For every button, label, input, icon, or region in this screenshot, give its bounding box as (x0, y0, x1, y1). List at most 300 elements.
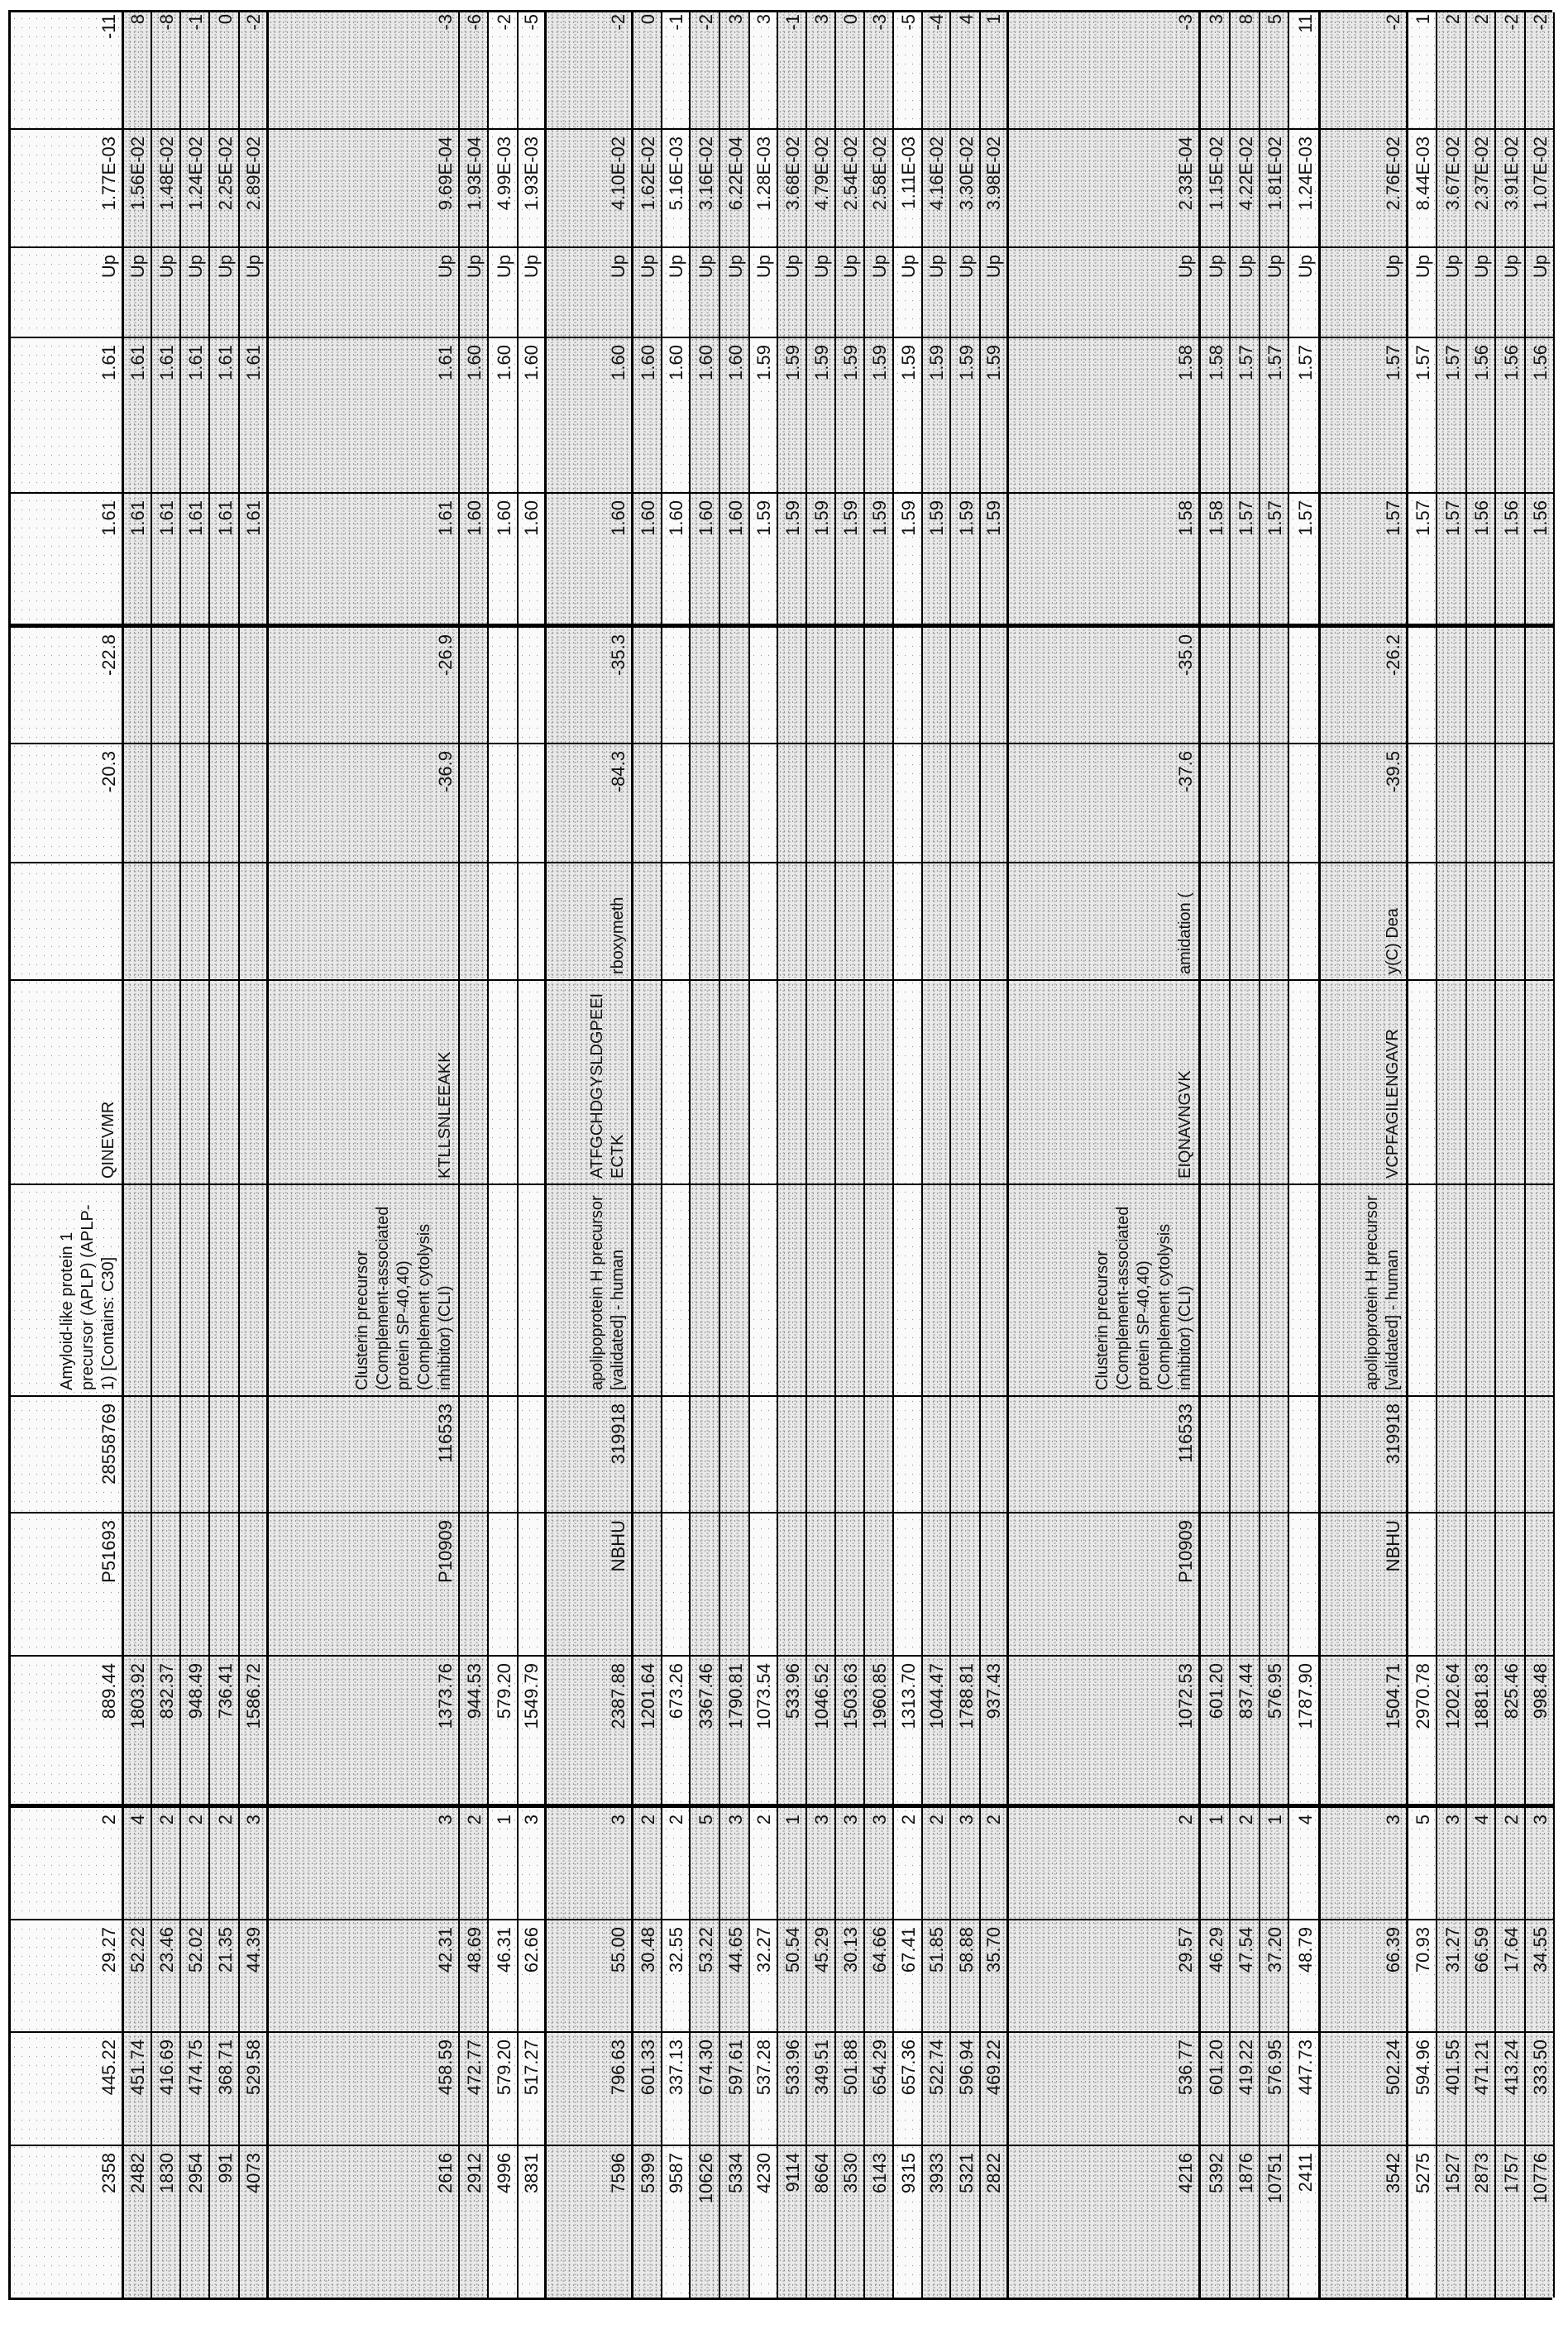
cell-text-sign: -3 (436, 14, 456, 31)
cell-mass (124, 1655, 151, 1806)
cell-text-s1: -84.3 (609, 751, 629, 792)
cell-sign (778, 7, 806, 128)
cell-text-r1: 1.61 (99, 500, 119, 536)
cell-text-id: 9114 (783, 2153, 803, 2192)
cell-text-dir: Up (216, 255, 236, 278)
cell-text-dir: Up (465, 255, 485, 278)
cell-text-charge: 4 (1296, 1815, 1316, 1824)
cell-charge (865, 1806, 892, 1919)
cell-r1 (1009, 492, 1198, 626)
cell-id (489, 2145, 517, 2298)
cell-s1 (210, 743, 238, 862)
cell-s1 (894, 743, 921, 862)
cell-s1 (1496, 743, 1524, 862)
cell-text-v2: 55.00 (609, 1927, 629, 1973)
cell-text-v1: 576.95 (1265, 2040, 1285, 2095)
cell-text-r2: 1.56 (1531, 345, 1551, 380)
cell-s2 (981, 626, 1006, 743)
cell-s1 (11, 743, 122, 862)
cell-acc (210, 1512, 238, 1655)
cell-text-dir: Up (1502, 255, 1522, 278)
cell-text-r2: 1.56 (1502, 345, 1522, 380)
cell-text-pval: 2.89E-02 (244, 136, 264, 210)
cell-v2 (152, 1919, 179, 2031)
cell-text-dir: Up (244, 255, 264, 278)
cell-text-dir: Up (1413, 255, 1433, 278)
cell-text-r2: 1.61 (216, 345, 236, 380)
cell-text-s1: -37.6 (1176, 751, 1196, 792)
cell-sign (1496, 7, 1524, 128)
cell-v2 (547, 1919, 631, 2031)
table-row (240, 12, 269, 2298)
cell-text-mod: y(C) Dea (1383, 908, 1403, 974)
cell-text-id: 9587 (667, 2153, 686, 2193)
cell-gi (1437, 1395, 1465, 1512)
cell-v1 (1231, 2031, 1259, 2145)
cell-v2 (1467, 1919, 1494, 2031)
cell-peptide (124, 979, 151, 1184)
cell-mod (1231, 862, 1259, 979)
cell-dir (124, 246, 151, 337)
cell-pval (11, 128, 122, 246)
cell-text-v2: 34.55 (1531, 1927, 1551, 1973)
cell-dir (894, 246, 921, 337)
cell-text-id: 1527 (1443, 2153, 1463, 2193)
cell-text-sign: -6 (465, 14, 485, 31)
cell-text-mass: 1072.53 (1176, 1663, 1196, 1729)
cell-text-v1: 337.13 (667, 2040, 686, 2095)
cell-sign (1467, 7, 1494, 128)
table-row (951, 12, 981, 2298)
cell-s2 (269, 626, 458, 743)
cell-text-dir: Up (128, 255, 148, 278)
cell-text-pval: 2.33E-04 (1176, 136, 1196, 210)
cell-pval (750, 128, 777, 246)
cell-gi (1201, 1395, 1229, 1512)
cell-desc (11, 1184, 122, 1395)
cell-dir (1231, 246, 1259, 337)
cell-mass (691, 1655, 719, 1806)
cell-text-charge: 2 (638, 1815, 658, 1824)
cell-charge (11, 1806, 122, 1919)
cell-desc (1321, 1184, 1406, 1395)
cell-dir (951, 246, 979, 337)
cell-peptide (240, 979, 266, 1184)
cell-text-charge: 2 (465, 1815, 485, 1824)
cell-v1 (1467, 2031, 1494, 2145)
cell-charge (1260, 1806, 1288, 1919)
cell-text-r2: 1.59 (841, 345, 861, 380)
cell-text-v1: 413.24 (1502, 2040, 1522, 2095)
cell-text-gi: 319918 (609, 1404, 629, 1464)
cell-text-dir: Up (667, 255, 686, 278)
cell-text-gi: 28558769 (99, 1404, 119, 1485)
cell-text-dir: Up (609, 255, 629, 278)
cell-desc (489, 1184, 517, 1395)
cell-s1 (1231, 743, 1259, 862)
cell-text-v2: 66.59 (1472, 1927, 1492, 1973)
cell-text-peptide: EIQNAVNGVK (1175, 1070, 1196, 1179)
cell-pval (240, 128, 266, 246)
cell-v2 (981, 1919, 1006, 2031)
cell-v2 (1437, 1919, 1465, 2031)
cell-charge (778, 1806, 806, 1919)
cell-id (1437, 2145, 1465, 2298)
cell-r1 (836, 492, 863, 626)
cell-text-sign: 0 (216, 14, 236, 24)
cell-text-mass: 1201.64 (638, 1663, 658, 1729)
cell-text-charge: 2 (186, 1815, 206, 1824)
cell-gi (1496, 1395, 1524, 1512)
cell-charge (691, 1806, 719, 1919)
cell-acc (836, 1512, 863, 1655)
cell-mod (1496, 862, 1524, 979)
cell-s2 (1009, 626, 1198, 743)
cell-text-id: 2411 (1296, 2153, 1316, 2192)
cell-text-mass: 1803.92 (128, 1663, 148, 1729)
cell-text-mass: 1373.76 (436, 1663, 456, 1729)
table-row (1231, 12, 1260, 2298)
cell-id (1526, 2145, 1553, 2298)
cell-text-charge: 5 (1413, 1815, 1433, 1824)
cell-gi (720, 1395, 748, 1512)
cell-text-r2: 1.60 (638, 345, 658, 380)
cell-desc (981, 1184, 1006, 1395)
cell-mod (210, 862, 238, 979)
cell-v2 (951, 1919, 979, 2031)
cell-peptide (269, 979, 458, 1184)
cell-text-mass: 1790.81 (726, 1663, 746, 1729)
cell-id (981, 2145, 1006, 2298)
cell-gi (269, 1395, 458, 1512)
cell-s1 (124, 743, 151, 862)
cell-mass (269, 1655, 458, 1806)
cell-s2 (240, 626, 266, 743)
cell-text-s2: -26.2 (1384, 634, 1403, 676)
cell-charge (1496, 1806, 1524, 1919)
cell-id (181, 2145, 208, 2298)
cell-v1 (519, 2031, 544, 2145)
table-row (489, 12, 519, 2298)
cell-text-sign: 8 (128, 14, 148, 24)
cell-s2 (923, 626, 949, 743)
cell-text-mass: 948.49 (186, 1663, 206, 1719)
cell-text-r1: 1.57 (1296, 500, 1316, 536)
cell-text-v1: 469.22 (984, 2040, 1004, 2095)
cell-mod (923, 862, 949, 979)
cell-mod (750, 862, 777, 979)
cell-text-mass: 601.20 (1207, 1663, 1226, 1719)
cell-text-v2: 58.88 (957, 1927, 977, 1973)
cell-s1 (981, 743, 1006, 862)
cell-text-sign: -2 (1384, 14, 1403, 31)
cell-text-id: 3530 (841, 2153, 861, 2193)
cell-text-sign: -4 (927, 14, 947, 31)
cell-charge (720, 1806, 748, 1919)
cell-text-r2: 1.57 (1443, 345, 1463, 380)
cell-text-charge: 3 (812, 1815, 832, 1824)
table-row (1289, 12, 1321, 2298)
cell-peptide (210, 979, 238, 1184)
cell-charge (240, 1806, 266, 1919)
cell-sign (951, 7, 979, 128)
cell-v2 (1201, 1919, 1229, 2031)
cell-charge (124, 1806, 151, 1919)
cell-r1 (547, 492, 631, 626)
cell-r1 (951, 492, 979, 626)
cell-id (1009, 2145, 1198, 2298)
cell-sign (1408, 7, 1436, 128)
cell-desc (1289, 1184, 1318, 1395)
cell-text-id: 10626 (696, 2153, 716, 2203)
cell-peptide (11, 979, 122, 1184)
cell-text-pval: 2.25E-02 (216, 136, 236, 210)
cell-text-sign: -11 (99, 14, 119, 39)
cell-v1 (11, 2031, 122, 2145)
cell-s2 (778, 626, 806, 743)
cell-mod (1289, 862, 1318, 979)
cell-text-s1: -39.5 (1384, 751, 1403, 792)
cell-mod (519, 862, 544, 979)
cell-text-sign: 11 (1296, 14, 1316, 33)
cell-text-mass: 1788.81 (957, 1663, 977, 1729)
cell-text-dir: Up (812, 255, 832, 278)
cell-dir (662, 246, 689, 337)
cell-v2 (1321, 1919, 1406, 2031)
cell-charge (633, 1806, 661, 1919)
cell-text-r2: 1.59 (870, 345, 890, 380)
cell-text-desc: Clusterin precursor (Complement-associated protein SP-40,40) (Complement cytolysis inhibitor) (CLI) (352, 1192, 456, 1390)
cell-text-v2: 35.70 (984, 1927, 1004, 1973)
cell-mass (662, 1655, 689, 1806)
cell-v2 (836, 1919, 863, 2031)
cell-mass (489, 1655, 517, 1806)
cell-r2 (691, 337, 719, 492)
table-row (1260, 12, 1289, 2298)
cell-text-desc: Amyloid-like protein 1 precursor (APLP) (APLP-1) [Contains: C30] (57, 1192, 119, 1390)
cell-text-acc: NBHU (609, 1520, 629, 1571)
cell-text-acc: P10909 (436, 1520, 456, 1583)
cell-text-pval: 4.22E-02 (1236, 136, 1256, 210)
cell-text-r2: 1.59 (984, 345, 1004, 380)
cell-peptide (460, 979, 487, 1184)
cell-v1 (1201, 2031, 1229, 2145)
cell-s2 (547, 626, 631, 743)
cell-pval (489, 128, 517, 246)
cell-charge (1321, 1806, 1406, 1919)
cell-s2 (750, 626, 777, 743)
cell-text-sign: 5 (1265, 14, 1285, 24)
cell-text-r1: 1.59 (870, 500, 890, 536)
cell-charge (951, 1806, 979, 1919)
cell-r1 (240, 492, 266, 626)
cell-v2 (720, 1919, 748, 2031)
cell-peptide (1201, 979, 1229, 1184)
cell-text-r2: 1.59 (927, 345, 947, 380)
cell-gi (210, 1395, 238, 1512)
cell-text-s2: -35.0 (1176, 634, 1196, 676)
cell-id (923, 2145, 949, 2298)
cell-desc (1467, 1184, 1494, 1395)
cell-acc (1408, 1512, 1436, 1655)
cell-r2 (1201, 337, 1229, 492)
cell-acc (240, 1512, 266, 1655)
cell-r2 (1260, 337, 1288, 492)
cell-mass (11, 1655, 122, 1806)
cell-text-sign: 4 (957, 14, 977, 24)
cell-text-id: 6143 (870, 2153, 890, 2193)
cell-pval (1408, 128, 1436, 246)
cell-charge (269, 1806, 458, 1919)
cell-s2 (1408, 626, 1436, 743)
cell-id (1496, 2145, 1524, 2298)
rotated-data-table (8, 10, 1552, 2300)
cell-text-v1: 458.59 (436, 2040, 456, 2095)
cell-text-r2: 1.59 (812, 345, 832, 380)
cell-text-r1: 1.61 (216, 500, 236, 536)
cell-text-pval: 6.22E-04 (726, 136, 746, 210)
cell-r2 (11, 337, 122, 492)
cell-peptide (1260, 979, 1288, 1184)
cell-text-mass: 837.44 (1236, 1663, 1256, 1719)
cell-s2 (1467, 626, 1494, 743)
cell-text-sign: 0 (638, 14, 658, 24)
cell-text-r1: 1.61 (157, 500, 177, 536)
cell-mass (836, 1655, 863, 1806)
cell-id (269, 2145, 458, 2298)
cell-v1 (124, 2031, 151, 2145)
cell-pval (1289, 128, 1318, 246)
cell-mass (1467, 1655, 1494, 1806)
cell-v2 (894, 1919, 921, 2031)
cell-text-r2: 1.57 (1384, 345, 1403, 380)
cell-dir (981, 246, 1006, 337)
cell-v1 (836, 2031, 863, 2145)
cell-text-v1: 594.96 (1413, 2040, 1433, 2095)
cell-text-dir: Up (870, 255, 890, 278)
cell-text-v2: 44.39 (244, 1927, 264, 1973)
cell-s2 (124, 626, 151, 743)
cell-text-v2: 30.13 (841, 1927, 861, 1973)
cell-text-gi: 116533 (436, 1404, 456, 1463)
cell-mod (662, 862, 689, 979)
cell-text-v2: 47.54 (1236, 1927, 1256, 1973)
cell-id (519, 2145, 544, 2298)
cell-peptide (662, 979, 689, 1184)
cell-sign (836, 7, 863, 128)
cell-text-v2: 64.66 (870, 1927, 890, 1973)
cell-dir (547, 246, 631, 337)
cell-text-sign: 3 (1207, 14, 1226, 24)
cell-r2 (1289, 337, 1318, 492)
cell-id (1289, 2145, 1318, 2298)
cell-text-dir: Up (1265, 255, 1285, 278)
cell-text-v2: 37.20 (1265, 1927, 1285, 1973)
cell-text-mass: 944.53 (465, 1663, 485, 1719)
cell-s2 (1201, 626, 1229, 743)
cell-acc (750, 1512, 777, 1655)
cell-text-pval: 4.10E-02 (609, 136, 629, 210)
cell-peptide (865, 979, 892, 1184)
cell-s2 (460, 626, 487, 743)
cell-charge (1201, 1806, 1229, 1919)
cell-text-pval: 3.30E-02 (957, 136, 977, 210)
cell-gi (951, 1395, 979, 1512)
cell-text-dir: Up (984, 255, 1004, 278)
cell-pval (1231, 128, 1259, 246)
cell-mod (152, 862, 179, 979)
cell-dir (1289, 246, 1318, 337)
cell-charge (1231, 1806, 1259, 1919)
cell-mass (1437, 1655, 1465, 1806)
cell-r2 (152, 337, 179, 492)
cell-text-sign: -8 (157, 14, 177, 31)
cell-r2 (1231, 337, 1259, 492)
cell-text-id: 5275 (1413, 2153, 1433, 2193)
table-row (836, 12, 865, 2298)
cell-text-v1: 445.22 (99, 2040, 119, 2095)
cell-sign (269, 7, 458, 128)
cell-id (894, 2145, 921, 2298)
cell-v2 (662, 1919, 689, 2031)
cell-peptide (1526, 979, 1553, 1184)
cell-charge (1467, 1806, 1494, 1919)
cell-gi (807, 1395, 834, 1512)
cell-text-v1: 501.88 (841, 2040, 861, 2095)
cell-gi (1009, 1395, 1198, 1512)
cell-text-mass: 1073.54 (754, 1663, 774, 1729)
cell-text-dir: Up (99, 255, 119, 278)
cell-text-charge: 3 (436, 1815, 456, 1824)
cell-desc (662, 1184, 689, 1395)
cell-text-v1: 597.61 (726, 2040, 746, 2095)
cell-mass (720, 1655, 748, 1806)
cell-acc (894, 1512, 921, 1655)
cell-sign (923, 7, 949, 128)
cell-text-mass: 576.95 (1265, 1663, 1285, 1719)
cell-dir (1526, 246, 1553, 337)
cell-text-v1: 416.69 (157, 2040, 177, 2095)
cell-text-v2: 23.46 (157, 1927, 177, 1973)
table-row (923, 12, 951, 2298)
cell-text-desc: apolipoprotein H precursor [validated] - human (1362, 1192, 1403, 1390)
cell-charge (1009, 1806, 1198, 1919)
cell-text-id: 991 (216, 2153, 236, 2183)
cell-id (836, 2145, 863, 2298)
cell-r2 (1009, 337, 1198, 492)
cell-mass (923, 1655, 949, 1806)
cell-dir (836, 246, 863, 337)
cell-pval (981, 128, 1006, 246)
cell-text-mass: 998.48 (1531, 1663, 1551, 1719)
cell-sign (547, 7, 631, 128)
cell-text-v2: 46.31 (495, 1927, 514, 1973)
cell-charge (750, 1806, 777, 1919)
cell-s1 (633, 743, 661, 862)
cell-pval (1321, 128, 1406, 246)
cell-r2 (778, 337, 806, 492)
cell-v1 (923, 2031, 949, 2145)
cell-v2 (1009, 1919, 1198, 2031)
table-row (807, 12, 836, 2298)
cell-s1 (489, 743, 517, 862)
cell-text-v1: 674.30 (696, 2040, 716, 2095)
cell-text-sign: -2 (696, 14, 716, 31)
cell-desc (460, 1184, 487, 1395)
cell-peptide (1009, 979, 1198, 1184)
cell-desc (547, 1184, 631, 1395)
cell-dir (11, 246, 122, 337)
